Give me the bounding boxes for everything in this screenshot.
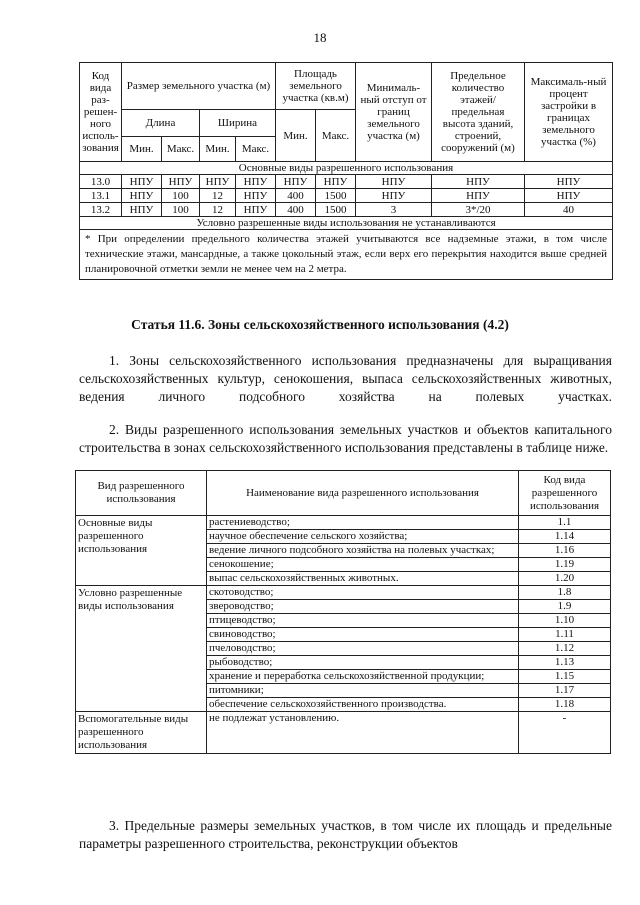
use-code: 1.8 xyxy=(519,586,611,600)
header-area: Площадь земельного участка (кв.м) xyxy=(276,63,356,110)
table-row xyxy=(80,203,613,217)
cell-length-max: НПУ xyxy=(162,175,200,189)
header-use-code: Код вида разрешенного использования xyxy=(519,471,611,516)
use-code: 1.12 xyxy=(519,642,611,656)
use-name: растениеводство; xyxy=(207,516,519,530)
cell-width-max: НПУ xyxy=(236,189,276,203)
cell-width-min: НПУ xyxy=(200,175,236,189)
cell-area-max: 1500 xyxy=(316,203,356,217)
group-main-uses: Основные виды разрешенного использования xyxy=(76,516,207,586)
cell-length-min: НПУ xyxy=(122,175,162,189)
cell-code: 13.1 xyxy=(80,189,122,203)
use-name: пчеловодство; xyxy=(207,642,519,656)
use-code: 1.16 xyxy=(519,544,611,558)
paragraph-1: 1. Зоны сельскохозяйственного использования предназначены для выращивания сельскохозяйственных культур, сенокошения, выпаса сельскохозяйственных животных, ведения личного подсобного хозяйства на полевых участках. xyxy=(79,353,612,404)
cell-length-min: НПУ xyxy=(122,189,162,203)
header-use-type: Вид разрешенного использования xyxy=(76,471,207,516)
use-name: хранение и переработка сельскохозяйственной продукции; xyxy=(207,670,519,684)
header-length-min: Мин. xyxy=(122,137,162,162)
cell-width-max: НПУ xyxy=(236,175,276,189)
use-code: 1.17 xyxy=(519,684,611,698)
header-width-max: Макс. xyxy=(236,137,276,162)
use-code: 1.13 xyxy=(519,656,611,670)
cell-coverage: 40 xyxy=(525,203,613,217)
use-code: 1.19 xyxy=(519,558,611,572)
cell-setback: НПУ xyxy=(356,189,432,203)
use-name: выпас сельскохозяйственных животных. xyxy=(207,572,519,586)
use-code: 1.10 xyxy=(519,614,611,628)
header-coverage: Максималь-ный процент застройки в границах земельного участка (%) xyxy=(525,63,613,162)
use-name: не подлежат установлению. xyxy=(207,712,519,754)
section-main-uses: Основные виды разрешенного использования xyxy=(80,162,613,175)
use-code: 1.20 xyxy=(519,572,611,586)
header-floors: Предельное количество этажей/ предельная высота зданий, строений, сооружений (м) xyxy=(432,63,525,162)
cell-length-min: НПУ xyxy=(122,203,162,217)
use-code: 1.18 xyxy=(519,698,611,712)
use-name: питомники; xyxy=(207,684,519,698)
cell-floors: НПУ xyxy=(432,189,525,203)
permitted-uses-table xyxy=(75,470,611,754)
cell-area-min: НПУ xyxy=(276,175,316,189)
header-length-max: Макс. xyxy=(162,137,200,162)
article-heading: Статья 11.6. Зоны сельскохозяйственного использования (4.2) xyxy=(131,317,509,332)
paragraph-3: 3. Предельные размеры земельных участков, в том числе их площадь и предельные параметры разрешенного строительства, реконструкции объектов xyxy=(79,818,612,851)
page-number: 18 xyxy=(313,30,327,45)
cell-width-min: 12 xyxy=(200,189,236,203)
cell-length-max: 100 xyxy=(162,189,200,203)
table-row xyxy=(76,712,611,754)
header-width: Ширина xyxy=(200,110,276,137)
use-name: обеспечение сельскохозяйственного производства. xyxy=(207,698,519,712)
cell-length-max: 100 xyxy=(162,203,200,217)
use-name: рыбоводство; xyxy=(207,656,519,670)
table-row xyxy=(76,516,611,530)
paragraph-2: 2. Виды разрешенного использования земельных участков и объектов капитального строительства в зонах сельскохозяйственного использования представлены в таблице ниже. xyxy=(79,422,612,455)
use-code: 1.11 xyxy=(519,628,611,642)
use-code: - xyxy=(519,712,611,754)
cell-setback: 3 xyxy=(356,203,432,217)
cell-width-min: 12 xyxy=(200,203,236,217)
header-use-name: Наименование вида разрешенного использования xyxy=(207,471,519,516)
header-area-max: Макс. xyxy=(316,110,356,162)
header-size: Размер земельного участка (м) xyxy=(122,63,276,110)
cell-code: 13.2 xyxy=(80,203,122,217)
use-name: научное обеспечение сельского хозяйства; xyxy=(207,530,519,544)
cell-floors: 3*/20 xyxy=(432,203,525,217)
use-name: звероводство; xyxy=(207,600,519,614)
table-row xyxy=(76,586,611,600)
cell-area-max: НПУ xyxy=(316,175,356,189)
cell-setback: НПУ xyxy=(356,175,432,189)
use-name: сенокошение; xyxy=(207,558,519,572)
use-name: свиноводство; xyxy=(207,628,519,642)
table-row xyxy=(80,175,613,189)
header-length: Длина xyxy=(122,110,200,137)
header-area-min: Мин. xyxy=(276,110,316,162)
use-name: ведение личного подсобного хозяйства на полевых участках; xyxy=(207,544,519,558)
use-code: 1.1 xyxy=(519,516,611,530)
group-auxiliary-uses: Вспомогательные виды разрешенного использования xyxy=(76,712,207,754)
header-width-min: Мин. xyxy=(200,137,236,162)
group-conditional-uses: Условно разрешенные виды использования xyxy=(76,586,207,712)
cell-floors: НПУ xyxy=(432,175,525,189)
header-code: Код вида раз-решен-ного исполь-зования xyxy=(80,63,122,162)
cell-area-max: 1500 xyxy=(316,189,356,203)
table-row xyxy=(80,189,613,203)
cell-area-min: 400 xyxy=(276,189,316,203)
cell-coverage: НПУ xyxy=(525,175,613,189)
use-name: птицеводство; xyxy=(207,614,519,628)
cell-coverage: НПУ xyxy=(525,189,613,203)
use-name: скотоводство; xyxy=(207,586,519,600)
use-code: 1.9 xyxy=(519,600,611,614)
cell-code: 13.0 xyxy=(80,175,122,189)
table-footnote: * При определении предельного количества этажей учитываются все надземные этажи, в том числе технические этажи, мансардные, а также цокольный этаж, если верх его перекрытия находится выше средней планировочной отметки земли не менее чем на 2 метра. xyxy=(80,230,613,280)
header-setback: Минималь-ный отступ от границ земельного участка (м) xyxy=(356,63,432,162)
cell-width-max: НПУ xyxy=(236,203,276,217)
zone-parameters-table xyxy=(79,62,613,280)
use-code: 1.14 xyxy=(519,530,611,544)
section-conditional-uses: Условно разрешенные виды использования не устанавливаются xyxy=(80,217,613,230)
use-code: 1.15 xyxy=(519,670,611,684)
cell-area-min: 400 xyxy=(276,203,316,217)
